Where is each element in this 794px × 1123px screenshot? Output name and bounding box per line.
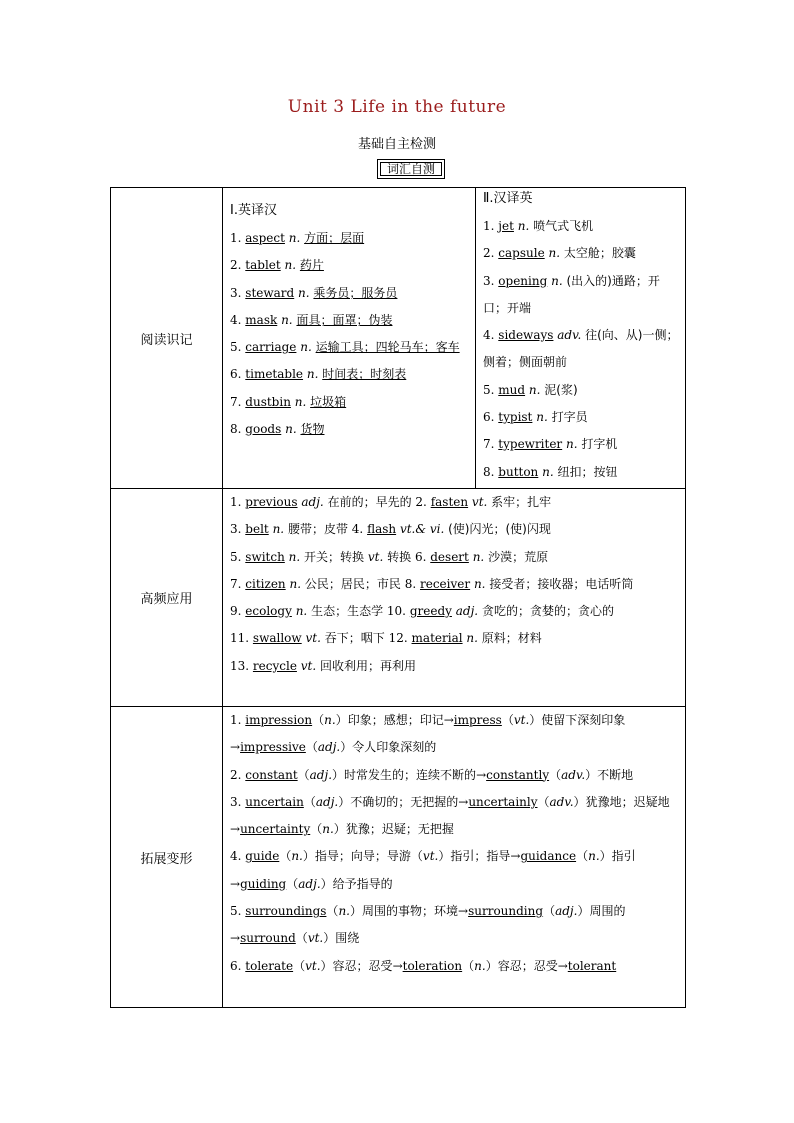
- item-meaning: 药片: [299, 258, 324, 273]
- item-meaning: 公民；居民；市民: [304, 576, 401, 591]
- extension-cell: [223, 707, 686, 1008]
- item-meaning: 喷气式飞机: [533, 219, 594, 233]
- item-pos: n.: [324, 713, 336, 727]
- item-pos: adj.: [315, 794, 339, 809]
- item-meaning: 生态；生态学: [311, 604, 384, 619]
- item-pos: n.: [291, 849, 303, 864]
- vocab-item: [223, 416, 475, 443]
- item-meaning: 系牢；扎牢: [491, 495, 552, 509]
- vocab-table: [110, 187, 686, 1008]
- item-word: flash: [367, 522, 397, 537]
- arrow-icon: →: [443, 713, 454, 727]
- extension-item: 4. guide（n.）指导；向导；导游（vt.）指引；指导→guidance（n.）指引→guiding（adj.）给予指导的: [230, 849, 636, 891]
- extension-item: 2. constant（adj.）时常发生的；连续不断的→constantly（adv.）不断地: [230, 767, 634, 782]
- item-word: impression: [245, 713, 313, 727]
- item-word: material: [411, 631, 463, 646]
- item-number: 7.: [483, 437, 495, 452]
- item-meaning: 不确切的；无把握的: [350, 794, 459, 809]
- vocab-badge: 词汇自测: [377, 159, 445, 179]
- item-pos: adj.: [455, 604, 479, 619]
- vocab-item: [223, 280, 475, 307]
- item-pos: adj.: [555, 904, 578, 919]
- item-pos: vt.: [367, 549, 384, 564]
- frequent-line: [223, 544, 685, 571]
- item-meaning: 开关；转换: [304, 549, 365, 564]
- vocab-item: [476, 431, 685, 458]
- item-pos: n.: [528, 382, 541, 397]
- item-number: 1.: [230, 495, 242, 509]
- item-word: mud: [498, 382, 526, 397]
- item-number: 4.: [230, 849, 242, 864]
- vocab-item: [223, 225, 475, 252]
- item-number: 1.: [230, 713, 242, 727]
- item-meaning: 垃圾箱: [310, 394, 347, 409]
- cn-to-en-list: [476, 213, 685, 486]
- item-word: impress: [453, 713, 502, 727]
- item-number: 3.: [230, 794, 242, 809]
- item-pos: n.: [551, 273, 563, 288]
- item-meaning: 时常发生的；连续不断的: [344, 767, 477, 782]
- vocab-item: [476, 459, 685, 486]
- reading-label: 阅读识记: [111, 188, 223, 489]
- item-meaning: 回收利用；再利用: [320, 658, 417, 673]
- extension-row: [111, 707, 686, 1008]
- item-number: 5.: [230, 549, 242, 564]
- item-number: 4.: [483, 328, 495, 343]
- item-word: desert: [430, 549, 469, 564]
- item-meaning: 周围的: [589, 904, 626, 919]
- vocab-item: [476, 240, 685, 267]
- item-pos: adv.: [561, 767, 586, 782]
- item-number: 10.: [386, 604, 406, 619]
- item-pos: n.: [306, 367, 319, 382]
- item-meaning: (出入的)通路；开口；开端: [483, 273, 660, 315]
- item-number: 6.: [483, 410, 495, 425]
- item-meaning: 太空舱；胶囊: [563, 246, 636, 261]
- item-word: opening: [498, 273, 548, 288]
- item-word: previous: [245, 495, 298, 509]
- arrow-icon: →: [510, 849, 521, 864]
- item-word: belt: [245, 522, 269, 537]
- item-meaning: 吞下；咽下: [324, 631, 385, 646]
- item-pos: n.: [284, 258, 297, 273]
- item-word: greedy: [409, 604, 452, 619]
- item-word: surroundings: [245, 904, 327, 919]
- item-word: typewriter: [498, 437, 563, 452]
- item-pos: adj.: [309, 767, 333, 782]
- item-pos: n.: [272, 522, 285, 537]
- item-word: aspect: [245, 231, 285, 245]
- item-word: button: [498, 464, 539, 479]
- item-meaning: 沙漠；荒原: [488, 549, 549, 564]
- item-number: 5.: [230, 340, 242, 355]
- item-number: 7.: [230, 394, 242, 409]
- item-meaning: 指导；向导；导游: [314, 849, 411, 864]
- item-number: 6.: [230, 958, 242, 973]
- vocab-item: [476, 213, 685, 240]
- item-meaning: 打字员: [551, 410, 588, 425]
- item-pos: adv.: [557, 328, 582, 343]
- item-pos: n.: [322, 822, 334, 837]
- item-word: carriage: [245, 340, 297, 355]
- item-number: 11.: [230, 631, 250, 646]
- en-to-cn-heading: Ⅰ.英译汉: [230, 203, 277, 218]
- item-number: 8.: [404, 576, 417, 591]
- item-word: switch: [245, 549, 285, 564]
- item-number: 3.: [230, 522, 242, 537]
- item-pos: n.: [542, 464, 554, 479]
- item-word: uncertain: [245, 794, 304, 809]
- item-word: constant: [245, 767, 298, 782]
- item-pos: n.: [466, 631, 478, 646]
- item-meaning: 纽扣；按钮: [557, 464, 618, 479]
- item-number: 5.: [483, 382, 495, 397]
- arrow-icon: →: [458, 904, 469, 919]
- item-meaning: 围绕: [335, 931, 360, 946]
- en-to-cn-cell: [223, 188, 476, 489]
- item-number: 8.: [230, 422, 242, 437]
- section-subtitle: 基础自主检测: [357, 137, 436, 152]
- item-word: guidance: [520, 849, 577, 864]
- item-meaning: 容忍；忍受: [497, 958, 558, 973]
- item-meaning: 犹豫；迟疑；无把握: [345, 822, 454, 837]
- item-meaning: 周围的事物；环境: [362, 904, 459, 919]
- item-number: 5.: [230, 904, 242, 919]
- item-meaning: 原料；材料: [481, 631, 542, 646]
- item-pos: n.: [588, 849, 600, 864]
- extension-item: 3. uncertain（adj.）不确切的；无把握的→uncertainly（adv.）犹豫地；迟疑地→uncertainty（n.）犹豫；迟疑；无把握: [230, 794, 670, 837]
- item-word: tolerate: [245, 958, 294, 973]
- extension-item: 6. tolerate（vt.）容忍；忍受→toleration（n.）容忍；忍受→tolerant: [230, 958, 617, 973]
- item-meaning: 指引；指导: [450, 849, 511, 864]
- item-number: 12.: [388, 631, 408, 646]
- item-number: 2.: [230, 767, 242, 782]
- item-meaning: 贪吃的；贪婪的；贪心的: [481, 604, 614, 619]
- item-word: guide: [245, 849, 280, 864]
- arrow-icon: →: [230, 931, 241, 946]
- vocab-item: [223, 252, 475, 279]
- item-pos: vt.: [513, 713, 530, 727]
- item-number: 1.: [230, 231, 242, 245]
- arrow-icon: →: [476, 767, 487, 782]
- frequent-row: [111, 489, 686, 707]
- item-number: 6.: [230, 367, 242, 382]
- item-pos: n.: [281, 312, 293, 327]
- item-meaning: 往(向、从)一侧；侧着；侧面朝前: [483, 328, 679, 370]
- extension-item: 1. impression（n.）印象；感想；印记→impress（vt.）使留下深刻印象→impressive（adj.）令人印象深刻的: [230, 713, 626, 755]
- item-pos: n.: [295, 604, 308, 619]
- item-meaning: 乘务员；服务员: [313, 285, 398, 300]
- item-word: uncertainty: [240, 822, 311, 837]
- item-word: constantly: [486, 767, 550, 782]
- arrow-icon: →: [392, 958, 403, 973]
- vocab-item: [223, 334, 475, 361]
- vocab-item: [476, 322, 685, 377]
- vocab-item: [223, 389, 475, 416]
- item-word: sideways: [498, 328, 554, 343]
- item-pos: n.: [294, 394, 307, 409]
- item-meaning: (使)闪光；(使)闪现: [448, 522, 551, 537]
- item-pos: n.: [298, 285, 310, 300]
- item-pos: vt.: [305, 958, 321, 973]
- item-meaning: 犹豫地；迟疑地: [585, 794, 670, 809]
- frequent-line: [223, 571, 685, 598]
- item-meaning: 打字机: [581, 437, 618, 452]
- item-number: 3.: [230, 285, 242, 300]
- item-meaning: 接受者；接收器；电话听筒: [489, 576, 634, 591]
- item-pos: vt.: [471, 495, 488, 509]
- item-number: 4.: [230, 312, 242, 327]
- item-word: ecology: [245, 604, 292, 619]
- cn-to-en-cell: [476, 188, 686, 489]
- item-meaning: 印象；感想；印记: [347, 713, 444, 727]
- item-number: 6.: [414, 549, 427, 564]
- vocab-item: [223, 307, 475, 334]
- item-meaning: 转换: [387, 549, 412, 564]
- frequent-cell: [223, 489, 686, 707]
- item-pos: n.: [288, 231, 301, 245]
- item-meaning: 时间表；时刻表: [322, 367, 407, 382]
- item-word: typist: [498, 410, 533, 425]
- item-word: impressive: [240, 740, 306, 755]
- item-number: 9.: [230, 604, 242, 619]
- item-meaning: 容忍；忍受: [332, 958, 393, 973]
- extension-item: 5. surroundings（n.）周围的事物；环境→surrounding（adj.）周围的→surround（vt.）围绕: [230, 904, 626, 946]
- item-pos: adj.: [301, 495, 324, 509]
- item-number: 7.: [230, 576, 242, 591]
- item-word: tolerant: [567, 958, 617, 973]
- arrow-icon: →: [557, 958, 568, 973]
- item-meaning: 令人印象深刻的: [352, 740, 437, 755]
- frequent-label: 高频应用: [111, 489, 223, 707]
- item-pos: adj.: [317, 740, 341, 755]
- frequent-line: [223, 516, 685, 543]
- item-meaning: 在前的；早先的: [327, 495, 412, 509]
- vocab-item: [476, 268, 685, 323]
- item-pos: adj.: [298, 876, 321, 891]
- item-meaning: 面具；面罩；伪装: [296, 312, 393, 327]
- item-meaning: 方面；层面: [304, 231, 365, 245]
- item-pos: n.: [288, 549, 301, 564]
- item-pos: vt.: [300, 658, 317, 673]
- item-word: steward: [245, 285, 295, 300]
- frequent-line: [223, 625, 685, 652]
- item-word: timetable: [245, 367, 304, 382]
- item-word: mask: [245, 312, 278, 327]
- arrow-icon: →: [230, 876, 241, 891]
- item-pos: n.: [517, 219, 530, 233]
- item-pos: n.: [566, 437, 578, 452]
- arrow-icon: →: [230, 740, 241, 755]
- item-word: dustbin: [245, 394, 291, 409]
- vocab-item: [223, 361, 475, 388]
- item-word: jet: [498, 219, 514, 233]
- item-pos: n.: [548, 246, 561, 261]
- item-meaning: 泥(浆): [544, 382, 578, 397]
- extension-label: 拓展变形: [111, 707, 223, 1008]
- cn-to-en-heading: Ⅱ.汉译英: [483, 191, 533, 206]
- vocab-item: [476, 404, 685, 431]
- item-word: surround: [240, 931, 296, 946]
- item-word: capsule: [498, 246, 545, 261]
- item-pos: n.: [474, 958, 486, 973]
- item-word: uncertainly: [468, 794, 538, 809]
- en-to-cn-list: [223, 225, 475, 443]
- page-title: Unit 3 Life in the future: [287, 97, 507, 117]
- item-word: receiver: [419, 576, 471, 591]
- item-pos: n.: [285, 422, 297, 437]
- item-pos: vt.: [307, 931, 324, 946]
- item-number: 1.: [483, 219, 495, 233]
- vocab-item: [476, 377, 685, 404]
- item-number: 8.: [483, 464, 495, 479]
- item-pos: n.: [473, 576, 486, 591]
- item-pos: n.: [536, 410, 548, 425]
- item-pos: vt.& vi.: [399, 522, 445, 537]
- item-number: 3.: [483, 273, 495, 288]
- item-pos: n.: [472, 549, 485, 564]
- item-meaning: 给予指导的: [332, 876, 393, 891]
- item-number: 2.: [230, 258, 242, 273]
- frequent-line: [223, 598, 685, 625]
- item-word: toleration: [402, 958, 463, 973]
- item-meaning: 使留下深刻印象: [541, 713, 626, 727]
- item-number: 13.: [230, 658, 250, 673]
- item-word: guiding: [240, 876, 287, 891]
- item-pos: adv.: [549, 794, 574, 809]
- item-meaning: 不断地: [597, 767, 634, 782]
- item-word: goods: [245, 422, 282, 437]
- reading-row: [111, 188, 686, 489]
- item-meaning: 指引: [611, 849, 636, 864]
- item-pos: vt.: [305, 631, 321, 646]
- frequent-line: [223, 489, 685, 516]
- frequent-line: [223, 653, 685, 680]
- item-word: citizen: [245, 576, 286, 591]
- item-word: recycle: [252, 658, 297, 673]
- item-word: tablet: [245, 258, 281, 273]
- item-meaning: 运输工具；四轮马车；客车: [315, 340, 460, 355]
- item-number: 4.: [351, 522, 364, 537]
- item-number: 2.: [415, 495, 427, 509]
- arrow-icon: →: [458, 794, 469, 809]
- item-pos: n.: [338, 904, 350, 919]
- arrow-icon: →: [230, 822, 241, 837]
- item-pos: n.: [300, 340, 312, 355]
- item-pos: vt.: [422, 849, 439, 864]
- item-word: swallow: [252, 631, 302, 646]
- item-word: surrounding: [468, 904, 544, 919]
- item-number: 2.: [483, 246, 495, 261]
- item-word: fasten: [430, 495, 469, 509]
- item-pos: n.: [289, 576, 302, 591]
- item-meaning: 货物: [300, 422, 325, 437]
- item-meaning: 腰带；皮带: [287, 522, 348, 537]
